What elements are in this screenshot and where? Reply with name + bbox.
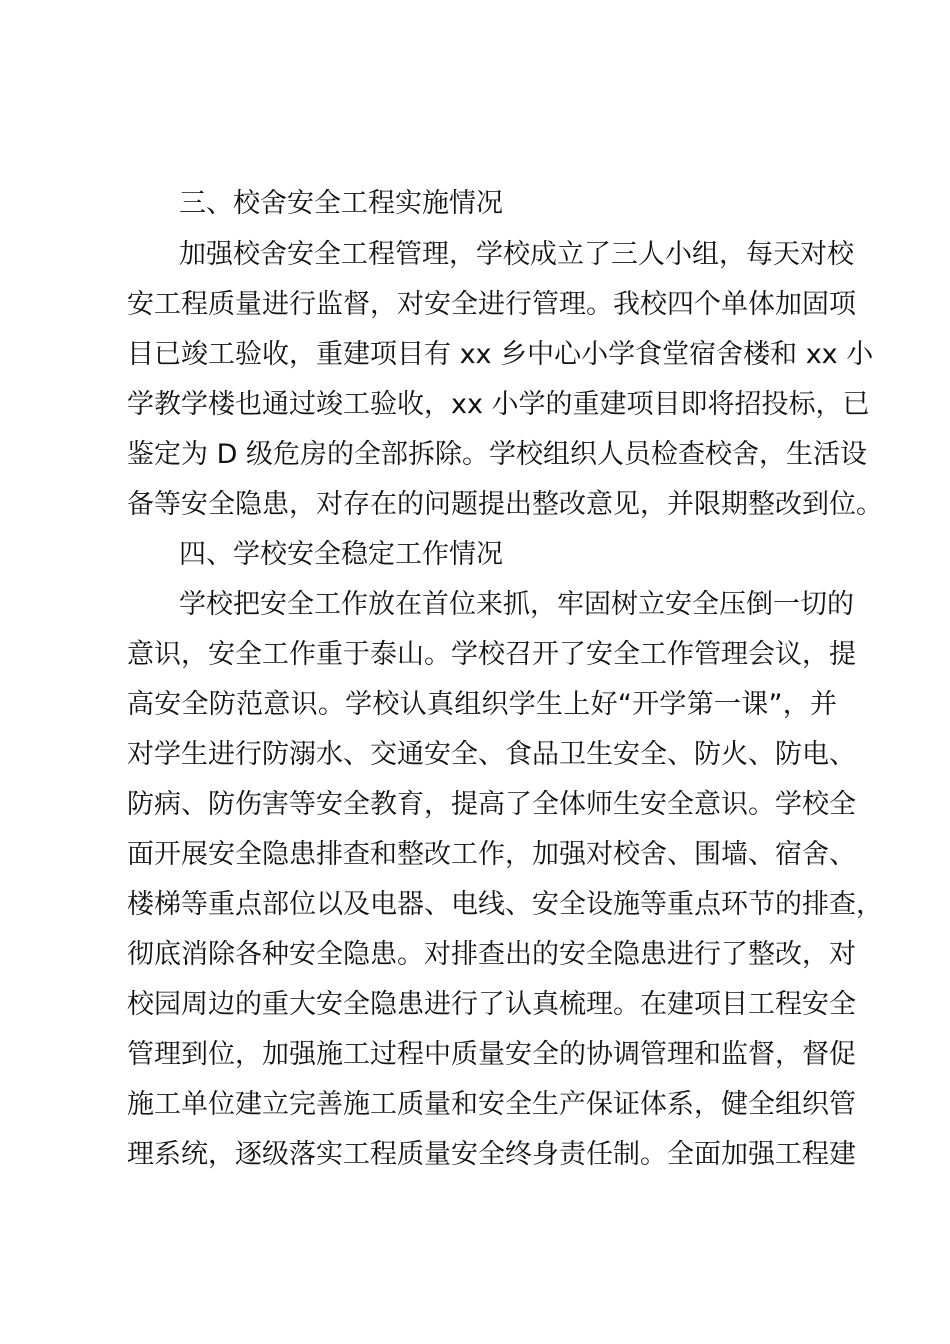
paragraph-line: 目已竣工验收，重建项目有 xx 乡中心小学食堂宿舍楼和 xx 小 — [127, 339, 874, 370]
paragraph-line: 学校把安全工作放在首位来抓，牢固树立安全压倒一切的 — [179, 589, 854, 620]
paragraph-line: 加强校舍安全工程管理，学校成立了三人小组，每天对校 — [179, 239, 854, 270]
paragraph-line: 高安全防范意识。学校认真组织学生上好“开学第一课”，并 — [127, 689, 837, 720]
section-heading-4: 四、学校安全稳定工作情况 — [179, 539, 503, 570]
paragraph-line: 理系统，逐级落实工程质量安全终身责任制。全面加强工程建 — [127, 1139, 856, 1170]
paragraph-line: 面开展安全隐患排查和整改工作，加强对校舍、围墙、宿舍、 — [127, 839, 856, 870]
paragraph-line: 意识，安全工作重于泰山。学校召开了安全工作管理会议，提 — [127, 639, 856, 670]
paragraph-line: 安工程质量进行监督，对安全进行管理。我校四个单体加固项 — [127, 289, 856, 320]
paragraph-line: 对学生进行防溺水、交通安全、食品卫生安全、防火、防电、 — [127, 739, 856, 770]
section-heading-3: 三、校舍安全工程实施情况 — [179, 188, 503, 219]
paragraph-line: 学教学楼也通过竣工验收，xx 小学的重建项目即将招投标，已 — [127, 389, 870, 420]
paragraph-line: 校园周边的重大安全隐患进行了认真梳理。在建项目工程安全 — [127, 989, 856, 1020]
paragraph-line: 彻底消除各种安全隐患。对排查出的安全隐患进行了整改，对 — [127, 939, 856, 970]
paragraph-line: 防病、防伤害等安全教育，提高了全体师生安全意识。学校全 — [127, 789, 856, 820]
paragraph-line: 施工单位建立完善施工质量和安全生产保证体系，健全组织管 — [127, 1089, 856, 1120]
paragraph-line: 备等安全隐患，对存在的问题提出整改意见，并限期整改到位。 — [127, 489, 883, 520]
paragraph-line: 楼梯等重点部位以及电器、电线、安全设施等重点环节的排查， — [127, 889, 883, 920]
paragraph-line: 管理到位，加强施工过程中质量安全的协调管理和监督，督促 — [127, 1039, 856, 1070]
paragraph-line: 鉴定为 D 级危房的全部拆除。学校组织人员检查校舍，生活设 — [127, 439, 867, 470]
